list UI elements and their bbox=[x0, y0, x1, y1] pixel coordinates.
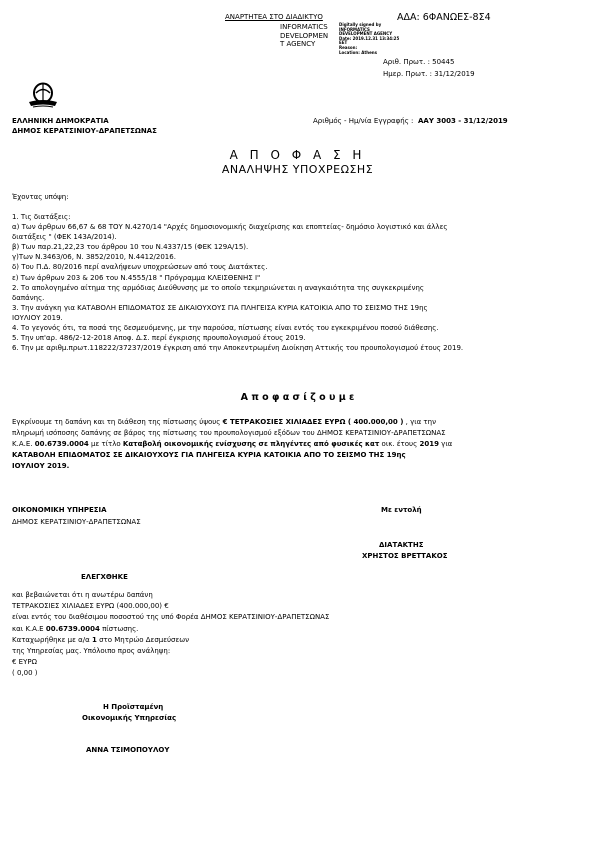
verification-line: € ΕΥΡΩ bbox=[12, 658, 37, 667]
verification-text: και Κ.Α.Ε bbox=[12, 624, 44, 633]
stamp-line: Location: Athens bbox=[339, 49, 378, 55]
list-item: α) Των άρθρων 66,67 & 68 ΤΟΥ Ν.4270/14 "Αρχές δημοσιονομικής διαχείρισης και εποπτείας- δημόσιο λογιστικό και άλλες bbox=[12, 223, 448, 232]
verification-line: ( 0,00 ) bbox=[12, 669, 38, 678]
protocol-number: Αριθ. Πρωτ. : 50445 bbox=[383, 58, 455, 66]
document-subtitle: ΑΝΑΛΗΨΗΣ ΥΠΟΧΡΕΩΣΗΣ bbox=[221, 163, 374, 176]
document-title: Α Π Ο Φ Α Σ Η bbox=[229, 148, 366, 162]
list-item: ε) Των άρθρων 203 & 206 του Ν.4555/18 " Πρόγραμμα ΚΛΕΙΣΘΕΝΗΣ Ι" bbox=[12, 273, 261, 282]
verification-line bbox=[12, 624, 329, 635]
financial-service-title: ΟΙΚΟΝΟΜΙΚΗ ΥΠΗΡΕΣΙΑ bbox=[12, 506, 107, 514]
verification-line: και βεβαιώνεται ότι η ανωτέρω δαπάνη bbox=[12, 591, 153, 599]
by-order-label: Με εντολή bbox=[381, 506, 422, 514]
authorizer-name: ΧΡΗΣΤΟΣ ΒΡΕΤΤΑΚΟΣ bbox=[362, 552, 448, 560]
decision-text: Κ.Α.Ε. bbox=[12, 440, 33, 448]
posted-online-label: ΑΝΑΡΤΗΤΕΑ ΣΤΟ ΔΙΑΔΙΚΤΥΟ bbox=[225, 13, 323, 21]
stamp-line: Reason: bbox=[339, 44, 358, 50]
budget-code: 00.6739.0004 bbox=[34, 440, 89, 448]
decision-text: για bbox=[441, 440, 453, 448]
agency-line: T AGENCY bbox=[280, 40, 316, 49]
registration-label: Αριθμός - Ημ/νία Εγγραφής : bbox=[313, 117, 414, 125]
financial-service-name: ΔΗΜΟΣ ΚΕΡΑΤΣΙΝΙΟΥ-ΔΡΑΠΕΤΣΩΝΑΣ bbox=[12, 518, 141, 526]
protocol-date: Ημερ. Πρωτ. : 31/12/2019 bbox=[383, 70, 475, 78]
head-title-line1: Η Προϊσταμένη bbox=[103, 703, 164, 711]
verification-text: Καταχωρήθηκε με α/α bbox=[12, 635, 90, 644]
list-item: ΙΟΥΛΙΟΥ 2019. bbox=[12, 313, 63, 322]
agency-line: DEVELOPMEN bbox=[280, 31, 329, 40]
stamp-line: DEVELOPMENT AGENCY bbox=[339, 31, 393, 37]
list-item: 1. Τις διατάξεις: bbox=[12, 213, 71, 221]
agency-line: INFORMATICS bbox=[280, 23, 328, 31]
stamp-line: Digitally signed by bbox=[339, 22, 382, 27]
list-item: 2. Το απολογημένο αίτημα της αρμόδιας Διεύθυνσης με το οποίο τεκμηριώνεται η αναγκαιότητα της συγκεκριμένης bbox=[12, 283, 425, 292]
head-title-line2: Οικονομικής Υπηρεσίας bbox=[82, 714, 177, 722]
list-item: δ) Του Π.Δ. 80/2016 περί αναλήψεων υποχρεώσεων από τους Διατάκτες. bbox=[12, 263, 268, 272]
list-item: 5. Την υπ'αρ. 486/2-12-2018 Αποφ. Δ.Σ. περί έγκρισης προυπολογισμού έτους 2019. bbox=[12, 334, 306, 343]
verification-line bbox=[12, 635, 329, 646]
budget-code: 00.6739.0004 bbox=[45, 624, 100, 633]
stamp-line: INFORMATICS bbox=[339, 26, 370, 32]
list-item: δαπάνης. bbox=[12, 293, 45, 302]
list-item: 6. Την με αριθμ.πρωτ.118222/37237/2019 έγκριση από την Αποκεντρωμένη Διοίκηση Αττικής του προυπολογισμού έτους 2019. bbox=[12, 344, 464, 353]
ada-code: ΑΔΑ: 6ΦΑΝΩΕΣ-8Σ4 bbox=[397, 12, 491, 23]
fiscal-year: 2019 bbox=[419, 440, 439, 448]
decision-text: οικ. έτους bbox=[381, 440, 418, 448]
verified-heading: ΕΛΕΓΧΘΗΚΕ bbox=[81, 573, 128, 581]
agency-block bbox=[280, 23, 328, 49]
list-item: γ)Των Ν.3463/06, Ν. 3852/2010, Ν.4412/2016. bbox=[12, 253, 176, 262]
considerations-list bbox=[12, 212, 463, 353]
decision-line: πληρωμή ισόποσης δαπάνης σε βάρος της πίστωσης του προυπολογισμού εξόδων του ΔΗΜΟΣ ΚΕΡΑΤΣΙΝΙΟΥ-ΔΡΑΠΕΤΣΩΝΑΣ bbox=[12, 429, 446, 437]
list-item: διατάξεις " (ΦΕΚ 143Α/2014). bbox=[12, 233, 117, 242]
verification-text: πίστωσης. bbox=[102, 624, 139, 633]
decision-line: ΙΟΥΛΙΟΥ 2019. bbox=[12, 462, 70, 470]
decision-body bbox=[12, 417, 452, 472]
verification-block bbox=[12, 590, 329, 680]
list-item: 4. Το γεγονός ότι, τα ποσά της δεσμευόμενης, με την παρούσα, πίστωσης είναι εντός του εγκεκριμένου ποσού διάθεσης. bbox=[12, 324, 439, 333]
decision-text: Εγκρίνουμε τη δαπάνη και τη διάθεση της πίστωσης ύψους bbox=[12, 418, 221, 426]
list-item: 3. Την ανάγκη για ΚΑΤΑΒΟΛΗ ΕΠΙΔΟΜΑΤΟΣ ΣΕ ΔΙΚΑΙΟΥΧΟΥΣ ΓΙΑ ΠΛΗΓΕΙΣΑ ΚΥΡΙΑ ΚΑΤΟΙΚΙΑ ΑΠΟ ΤΟ ΣΕΙΣΜΟ ΤΗΣ 19ης bbox=[12, 303, 428, 312]
budget-title: Καταβολή οικονομικής ενίσχυσης σε πληγέντες από φυσικές κατ bbox=[122, 440, 380, 448]
greek-republic-emblem-icon bbox=[27, 80, 59, 110]
verification-line: ΤΕΤΡΑΚΟΣΙΕΣ ΧΙΛΙΑΔΕΣ ΕΥΡΩ (400.000,00) € bbox=[12, 602, 169, 611]
considerations-intro: Έχοντας υπόψη: bbox=[12, 193, 69, 201]
decision-line bbox=[12, 417, 452, 428]
stamp-line: Date: 2019.12.31 13:34:25 bbox=[339, 35, 400, 41]
list-item: β) Των παρ.21,22,23 του άρθρου 10 του Ν.4337/15 (ΦΕΚ 129Α/15). bbox=[12, 243, 249, 252]
verification-text: στο Μητρώο Δεσμεύσεων bbox=[99, 635, 190, 644]
verification-line: της Υπηρεσίας μας. Υπόλοιπο προς ανάληψη: bbox=[12, 647, 171, 656]
head-name: ΑΝΝΑ ΤΣΙΜΟΠΟΥΛΟΥ bbox=[86, 746, 170, 754]
decision-text: , για την bbox=[405, 418, 436, 426]
decision-line: ΚΑΤΑΒΟΛΗ ΕΠΙΔΟΜΑΤΟΣ ΣΕ ΔΙΚΑΙΟΥΧΟΥΣ ΓΙΑ ΠΛΗΓΕΙΣΑ ΚΥΡΙΑ ΚΑΤΟΙΚΙΑ ΑΠΟ ΤΟ ΣΕΙΣΜΟ ΤΗΣ 19ης bbox=[12, 451, 406, 459]
verification-line: είναι εντός του διαθέσιμου ποσοστού της υπό Φορέα ΔΗΜΟΣ ΚΕΡΑΤΣΙΝΙΟΥ-ΔΡΑΠΕΤΣΩΝΑΣ bbox=[12, 613, 330, 622]
decision-heading: Α π ο φ α σ ί ζ ο υ μ ε bbox=[240, 392, 355, 403]
issuer-municipality: ΔΗΜΟΣ ΚΕΡΑΤΣΙΝΙΟΥ-ΔΡΑΠΕΤΣΩΝΑΣ bbox=[12, 127, 157, 135]
authorizer-role: ΔΙΑΤΑΚΤΗΣ bbox=[379, 541, 424, 549]
decision-text: με τίτλο bbox=[90, 440, 121, 448]
issuer-country: ΕΛΛΗΝΙΚΗ ΔΗΜΟΚΡΑΤΙΑ bbox=[12, 117, 109, 125]
digital-signature-stamp bbox=[339, 23, 399, 55]
stamp-line: EET bbox=[339, 40, 348, 46]
registration-value: ΑΑΥ 3003 - 31/12/2019 bbox=[418, 117, 508, 125]
commitment-number: 1 bbox=[91, 635, 97, 644]
decision-amount: € ΤΕΤΡΑΚΟΣΙΕΣ ΧΙΛΙΑΔΕΣ ΕΥΡΩ ( 400.000,00 ) bbox=[222, 418, 404, 426]
decision-line bbox=[12, 439, 452, 450]
